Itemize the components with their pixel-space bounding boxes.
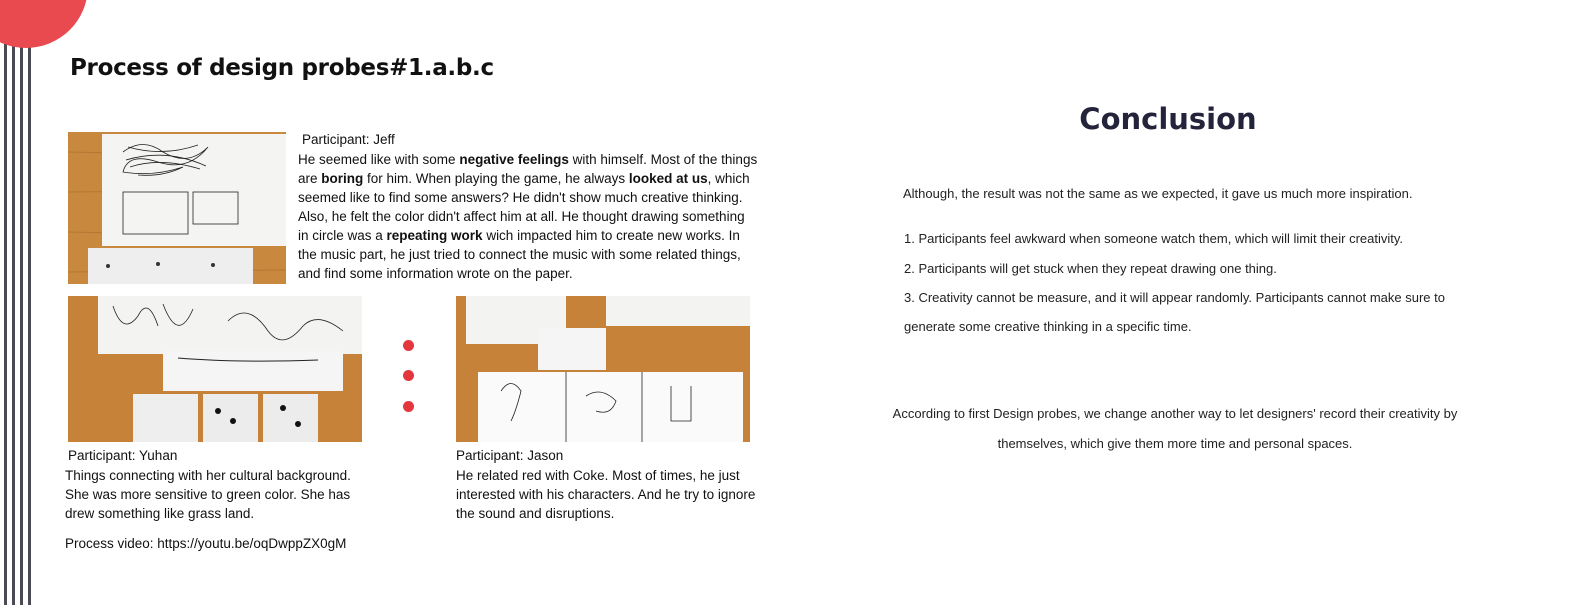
body-text: , which seemed like to find some answers? He didn't show much creative thinking. Also, he felt the color didn't affect him at all. He thought drawing something in circle was a [298, 171, 750, 243]
separator-dot [403, 370, 414, 381]
emphasis-text: looked at us [628, 171, 708, 186]
photo-jason [456, 296, 750, 442]
participant-label-jason: Participant: Jason [456, 448, 564, 463]
body-text: with himself. Most of the things are [298, 152, 758, 186]
participant-label-yuhan: Participant: Yuhan [68, 448, 178, 463]
body-text: He seemed like with some [298, 152, 460, 167]
conclusion-title: Conclusion [1079, 102, 1257, 136]
emphasis-text: boring [321, 171, 364, 186]
conclusion-point: 1. Participants feel awkward when someone watch them, which will limit their creativity. [904, 231, 1404, 246]
emphasis-text: repeating work [386, 228, 483, 243]
photo-yuhan [68, 296, 362, 442]
conclusion-intro: Although, the result was not the same as we expected, it gave us much more inspiration. [903, 186, 1413, 201]
photo-jeff [68, 132, 286, 284]
conclusion-point: 3. Creativity cannot be measure, and it will appear randomly. Participants cannot make sure to generate some creative thinking in a specific time. [904, 290, 1445, 334]
conclusion-final: According to first Design probes, we change another way to let designers' record their creativity by themselves, which give them more time and personal spaces. [892, 406, 1458, 451]
page-title: Process of design probes#1.a.b.c [70, 55, 494, 81]
separator-dot [403, 401, 414, 412]
participant-label-jeff: Participant: Jeff [302, 132, 395, 147]
decorative-red-circle [0, 0, 88, 48]
decorative-stripes [0, 0, 40, 605]
participant-text-yuhan: Things connecting with her cultural background. She was more sensitive to green color. She has drew something like grass land. [65, 468, 351, 521]
participant-text-jason: He related red with Coke. Most of times, he just interested with his characters. And he try to ignore the sound and disruptions. [456, 468, 756, 521]
separator-dot [403, 340, 414, 351]
process-video-link[interactable]: Process video: https://youtu.be/oqDwppZX0gM [65, 536, 347, 551]
body-text: for him. When playing the game, he always [363, 171, 629, 186]
participant-text-jeff [298, 150, 758, 283]
emphasis-text: negative feelings [459, 152, 569, 167]
body-text: wich impacted him to create new works. In the music part, he just tried to connect the music with some related things, and find some information wrote on the paper. [298, 228, 741, 281]
conclusion-point: 2. Participants will get stuck when they repeat drawing one thing. [904, 261, 1277, 276]
